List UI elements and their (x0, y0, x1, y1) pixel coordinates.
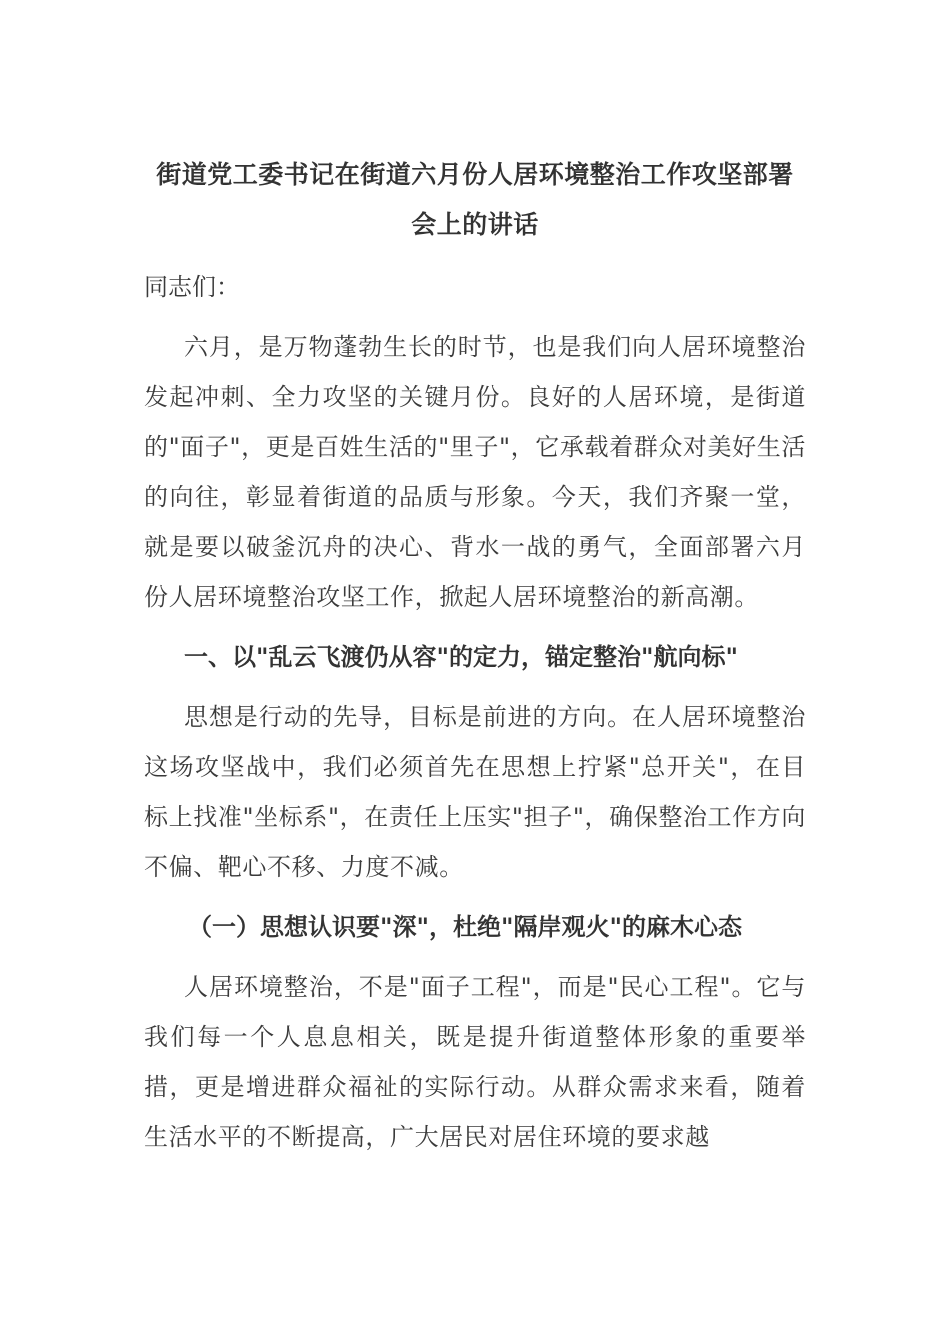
document-title: 街道党工委书记在街道六月份人居环境整治工作攻坚部署会上的讲话 (156, 160, 794, 239)
section-heading-1: 一、以"乱云飞渡仍从容"的定力，锚定整治"航向标" (184, 643, 739, 671)
subsection-paragraph-1: 人居环境整治，不是"面子工程"，而是"民心工程"。它与我们每一个人息息相关，既是提升街道整体形象的重要举措，更是增进群众福祉的实际行动。从群众需求来看，随着生活水平的不断提高，广大居民对居住环境的要求越 (144, 973, 806, 1151)
subsection-heading-1: （一）思想认识要"深"，杜绝"隔岸观火"的麻木心态 (188, 913, 743, 941)
salutation: 同志们： (144, 273, 240, 301)
intro-paragraph: 六月，是万物蓬勃生长的时节，也是我们向人居环境整治发起冲刺、全力攻坚的关键月份。良好的人居环境，是街道的"面子"，更是百姓生活的"里子"，它承载着群众对美好生活的向往，彰显着街道的品质与形象。今天，我们齐聚一堂，就是要以破釜沉舟的决心、背水一战的勇气，全面部署六月份人居环境整治攻坚工作，掀起人居环境整治的新高潮。 (144, 333, 806, 611)
document-page (144, 150, 806, 1162)
section-paragraph-1: 思想是行动的先导，目标是前进的方向。在人居环境整治这场攻坚战中，我们必须首先在思想上拧紧"总开关"，在目标上找准"坐标系"，在责任上压实"担子"，确保整治工作方向不偏、靶心不移、力度不减。 (144, 703, 806, 881)
